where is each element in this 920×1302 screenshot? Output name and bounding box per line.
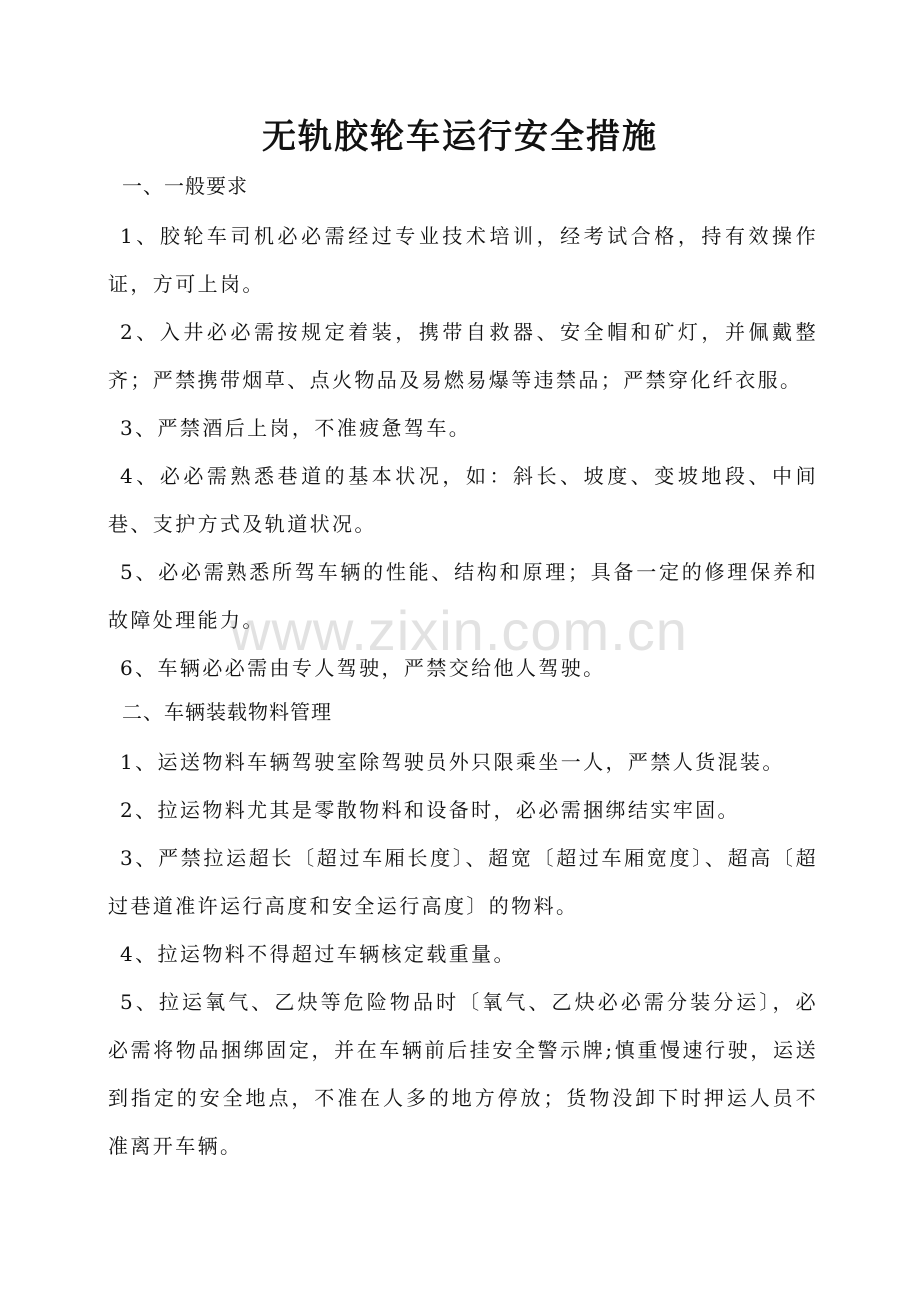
section-cargo-management — [108, 692, 818, 1170]
list-item: 2、拉运物料尤其是零散物料和设备时，必必需捆绑结实牢固。 — [120, 798, 740, 822]
list-item: 1、运送物料车辆驾驶室除驾驶员外只限乘坐一人，严禁人货混装。 — [120, 750, 785, 774]
section-general-requirements — [108, 166, 818, 692]
list-item: 3、严禁酒后上岗，不准疲惫驾车。 — [120, 416, 472, 440]
list-item: 4、拉运物料不得超过车辆核定载重量。 — [120, 942, 516, 966]
document-body — [108, 166, 818, 1170]
list-item: 4、必必需熟悉巷道的基本状况，如：斜长、坡度、变坡地段、中间巷、支护方式及轨道状况。 — [108, 464, 818, 536]
document-title: 无轨胶轮车运行安全措施 — [262, 117, 658, 157]
section-heading: 二、车辆装载物料管理 — [122, 700, 332, 724]
list-item: 6、车辆必必需由专人驾驶，严禁交给他人驾驶。 — [120, 656, 606, 680]
list-item: 5、必必需熟悉所驾车辆的性能、结构和原理；具备一定的修理保养和故障处理能力。 — [108, 560, 818, 632]
list-item: 2、入井必必需按规定着装，携带自救器、安全帽和矿灯，并佩戴整齐；严禁携带烟草、点火物品及易燃易爆等违禁品；严禁穿化纤衣服。 — [108, 320, 818, 392]
section-heading: 一、一般要求 — [122, 174, 248, 198]
watermark: www.zixin.com.cn — [230, 599, 688, 662]
list-item: 1、胶轮车司机必必需经过专业技术培训，经考试合格，持有效操作证，方可上岗。 — [108, 224, 818, 296]
list-item: 5、拉运氧气、乙炔等危险物品时〔氧气、乙炔必必需分装分运〕，必必需将物品捆绑固定，并在车辆前后挂安全警示牌;慎重慢速行驶，运送到指定的安全地点，不准在人多的地方停放；货物没卸下时押运人员不准离开车辆。 — [108, 990, 818, 1158]
list-item: 3、严禁拉运超长〔超过车厢长度〕、超宽〔超过车厢宽度〕、超高〔超过巷道准许运行高度和安全运行高度〕的物料。 — [108, 846, 818, 918]
